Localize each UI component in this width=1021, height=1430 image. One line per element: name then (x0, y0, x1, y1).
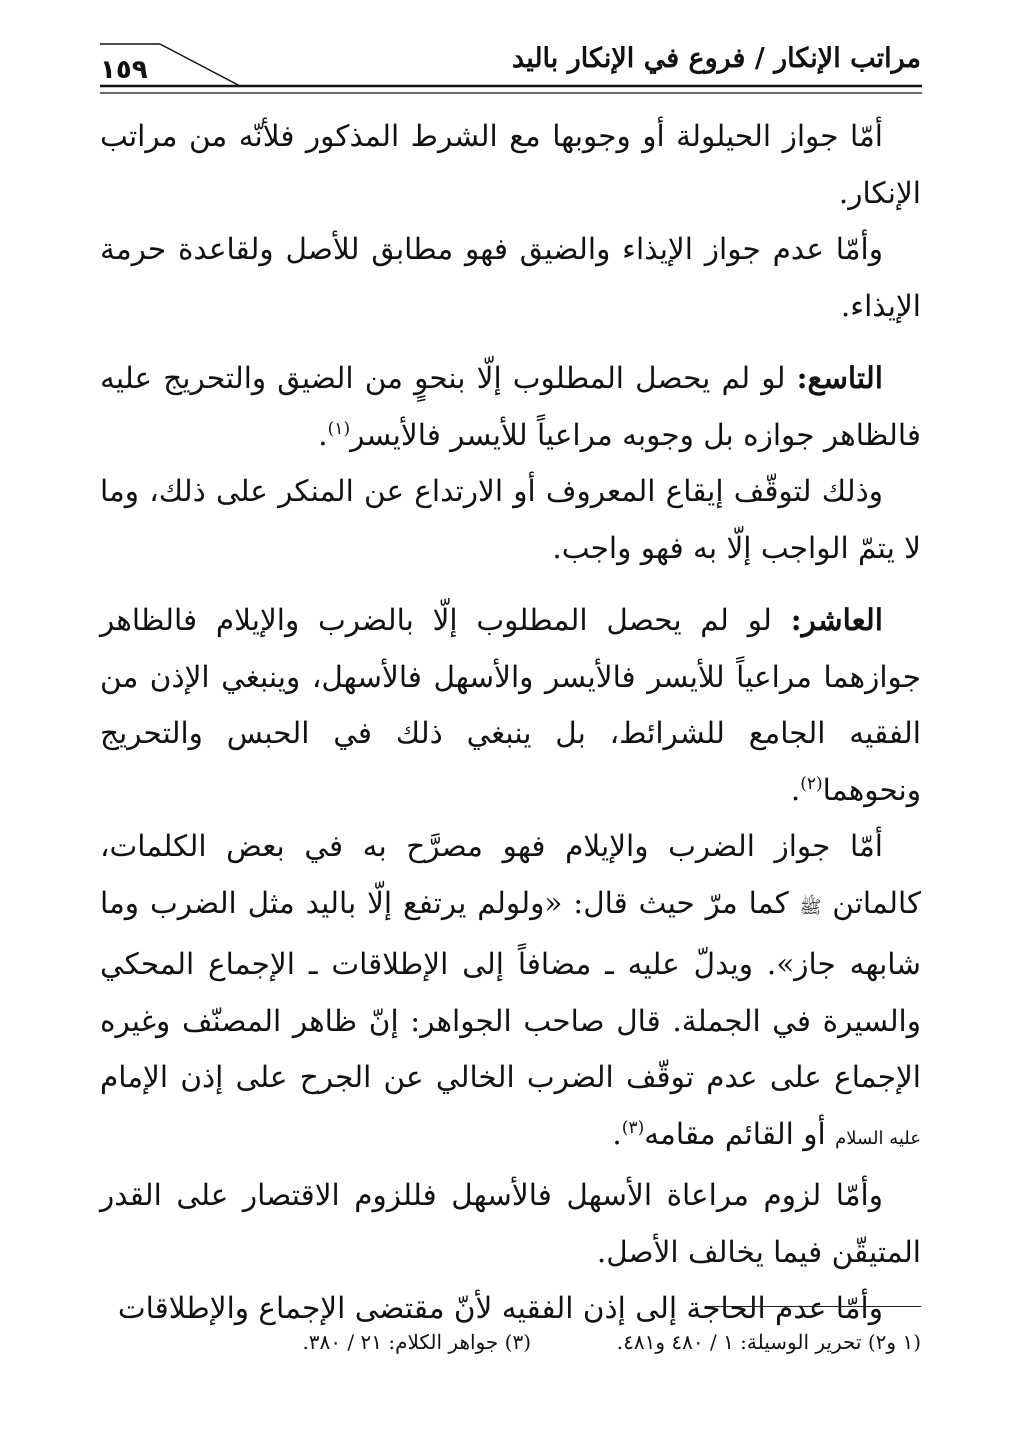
honorific-imam: عليه السلام (835, 1127, 921, 1149)
main-text (100, 108, 921, 1337)
paragraph-5-text: لو لم يحصل المطلوب إلّا بالضرب والإيلام فالظاهر جوازهما مراعياً للأيسر فالأيسر والأسهل فالأسهل، وينبغي الإذن من الفقيه الجامع للشرائط، بل ينبغي ذلك في الحبس والتحريج ونحوهما (100, 603, 921, 807)
footnote-1-2: (١ و٢) تحرير الوسيلة: ١ / ٤٨٠ و٤٨١. (616, 1330, 921, 1354)
paragraph-8: وأمّا عدم الحاجة إلى إذن الفقيه لأنّ مقتضى الإجماع والإطلاقات (117, 1291, 883, 1325)
footnote-ref-2[interactable]: (٢) (800, 773, 823, 794)
paragraph-1: أمّا جواز الحيلولة أو وجوبها مع الشرط المذكور فلأنّه من مراتب الإنكار. (100, 119, 921, 210)
paragraph-3-text: لو لم يحصل المطلوب إلّا بنحوٍ من الضيق والتحريج عليه فالظاهر جوازه بل وجوبه مراعياً للأيسر فالأيسر (100, 361, 921, 452)
footnote-ref-3[interactable]: (٣) (621, 1117, 645, 1138)
paragraph-2: وأمّا عدم جواز الإيذاء والضيق فهو مطابق للأصل ولقاعدة حرمة الإيذاء. (100, 232, 921, 323)
paragraph-6-c: أو القائم مقامه (644, 1116, 836, 1151)
honorific-symbol: ﷺ (799, 896, 822, 918)
footnote-ref-1[interactable]: (١) (327, 418, 351, 439)
footnote-3: (٣) جواهر الكلام: ٢١ / ٣٨٠. (302, 1330, 531, 1354)
paragraph-5 (100, 592, 921, 818)
running-title: مراتب الإنكار / فروع في الإنكار باليد (512, 43, 921, 74)
paragraph-6-end: . (612, 1116, 622, 1151)
paragraph-6-a: أمّا جواز الضرب والإيلام فهو مصرَّح به في بعض الكلمات، كالماتن (100, 829, 921, 920)
section-lead-ninth: التاسع: (796, 360, 883, 395)
paragraph-4: وذلك لتوقّف إيقاع المعروف أو الارتداع عن المنكر على ذلك، وما لا يتمّ الواجب إلّا به فهو واجب. (100, 474, 921, 565)
paragraph-6-b: كما مرّ حيث قال: «ولولم يرتفع إلّا باليد مثل الضرب وما شابهه جاز». ويدلّ عليه ـ مضافاً إلى الإطلاقات ـ الإجماع المحكي والسيرة في الجملة. قال صاحب الجواهر: إنّ ظاهر المصنّف وغيره الإجماع على عدم توقّف الضرب الخالي عن الجرح على إذن الإمام (100, 885, 921, 1094)
paragraph-3-end: . (318, 417, 328, 452)
paragraph-5-end: . (790, 772, 801, 807)
footnote-divider (705, 1306, 921, 1307)
section-lead-tenth: العاشر: (790, 602, 883, 637)
paragraph-6 (100, 818, 921, 1167)
paragraph-3 (100, 350, 921, 463)
paragraph-7: وأمّا لزوم مراعاة الأسهل فالأسهل فللزوم الاقتصار على القدر المتيقّن فيما يخالف الأصل. (100, 1178, 921, 1269)
page-number: ١٥٩ (100, 55, 148, 85)
